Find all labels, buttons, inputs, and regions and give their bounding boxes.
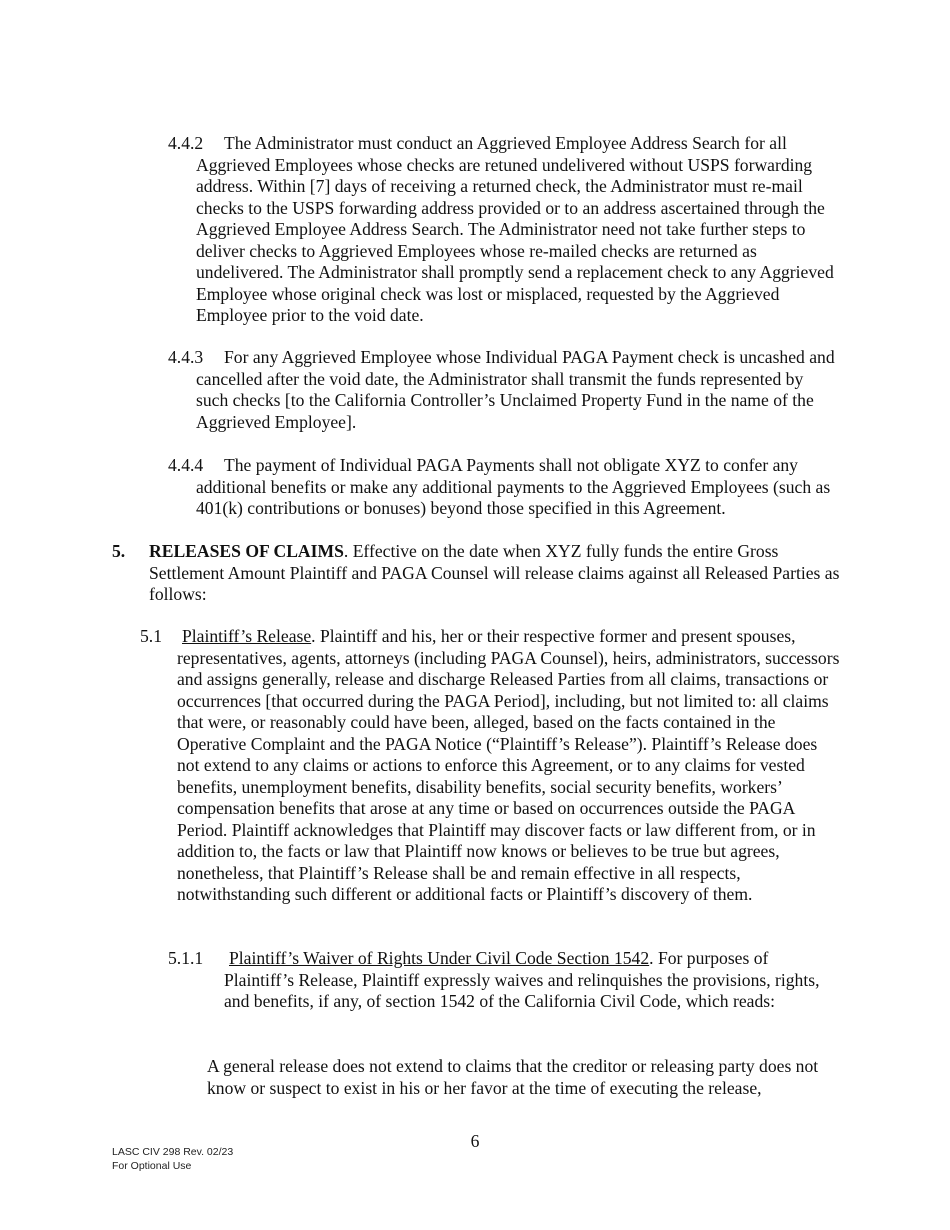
paragraph-text [168, 133, 838, 327]
paragraph-4-4-2 [168, 133, 838, 327]
section-body: . Effective on the date when XYZ fully funds the entire Gross Settlement Amount Plaintiff and PAGA Counsel will release claims against all Released Parties as follows: [149, 541, 840, 604]
paragraph-5-1 [140, 626, 840, 906]
form-id: LASC CIV 298 Rev. 02/23 [112, 1146, 234, 1158]
paragraph-body: The payment of Individual PAGA Payments shall not obligate XYZ to confer any additional benefits or make any additional payments to the Aggrieved Employees (such as 401(k) contributions or bonuses) beyond those specified in this Agreement. [196, 455, 831, 518]
form-note: For Optional Use [112, 1159, 192, 1172]
paragraph-5-1-1 [168, 948, 828, 1013]
paragraph-number: 4.4.3 [168, 347, 204, 367]
paragraph-body: For any Aggrieved Employee whose Individual PAGA Payment check is uncashed and cancelled after the void date, the Administrator shall transmit the funds represented by such checks [to the California Controller’s Unclaimed Property Fund in the name of the Aggrieved Employee]. [196, 347, 835, 432]
statute-quote: A general release does not extend to claims that the creditor or releasing party does not know or suspect to exist in his or her favor at the time of executing the release, [207, 1056, 819, 1098]
paragraph-body: . For purposes of Plaintiff’s Release, Plaintiff expressly waives and relinquishes the provisions, rights, and benefits, if any, of section 1542 of the California Civil Code, which reads: [224, 948, 820, 1011]
paragraph-text [168, 455, 838, 520]
paragraph-text [140, 626, 840, 906]
paragraph-number: 4.4.4 [168, 455, 204, 475]
section-text [149, 541, 842, 606]
paragraph-4-4-4 [168, 455, 838, 520]
section-5 [112, 541, 842, 606]
paragraph-body: . Plaintiff and his, her or their respective former and present spouses, representatives, agents, attorneys (including PAGA Counsel), heirs, administrators, successors and assigns generally, release and discharge Released Parties from all claims, transactions or occurrences [that occurred during the PAGA Period], including, but not limited to: all claims that were, or reasonably could have been, alleged, based on the facts contained in the Operative Complaint and the PAGA Notice (“Plaintiff’s Release”). Plaintiff’s Release does not extend to any claims or actions to enforce this Agreement, or to any claims for vested benefits, unemployment benefits, disability benefits, social security benefits, workers’ compensation benefits that arose at any time or based on occurrences outside the PAGA Period. Plaintiff acknowledges that Plaintiff may discover facts or law different from, or in addition to, the facts or law that Plaintiff now knows or believes to be true but agrees, nonetheless, that Plaintiff’s Release shall be and remain effective in all respects, notwithstanding such different or additional facts or Plaintiff’s discovery of them. [177, 626, 840, 904]
paragraph-number: 5.1.1 [168, 948, 204, 968]
form-footer [112, 1146, 233, 1173]
paragraph-text [168, 347, 838, 433]
paragraph-text [168, 948, 828, 1013]
section-heading: RELEASES OF CLAIMS [149, 541, 344, 561]
section-number: 5. [112, 541, 126, 561]
paragraph-title: Plaintiff’s Waiver of Rights Under Civil Code Section 1542 [229, 948, 650, 968]
paragraph-body: The Administrator must conduct an Aggrieved Employee Address Search for all Aggrieved Employees whose checks are retuned undelivered without USPS forwarding address. Within [7] days of receiving a returned check, the Administrator must re-mail checks to the USPS forwarding address provided or to an address ascertained through the Aggrieved Employee Address Search. The Administrator need not take further steps to deliver checks to Aggrieved Employees whose re-mailed checks are returned as undelivered. The Administrator shall promptly send a replacement check to any Aggrieved Employee whose original check was lost or misplaced, requested by the Aggrieved Employee prior to the void date. [196, 133, 834, 325]
paragraph-number: 4.4.2 [168, 133, 204, 153]
paragraph-title: Plaintiff’s Release [182, 626, 312, 646]
page-number: 6 [470, 1131, 480, 1151]
paragraph-4-4-3 [168, 347, 838, 433]
paragraph-number: 5.1 [140, 626, 162, 646]
